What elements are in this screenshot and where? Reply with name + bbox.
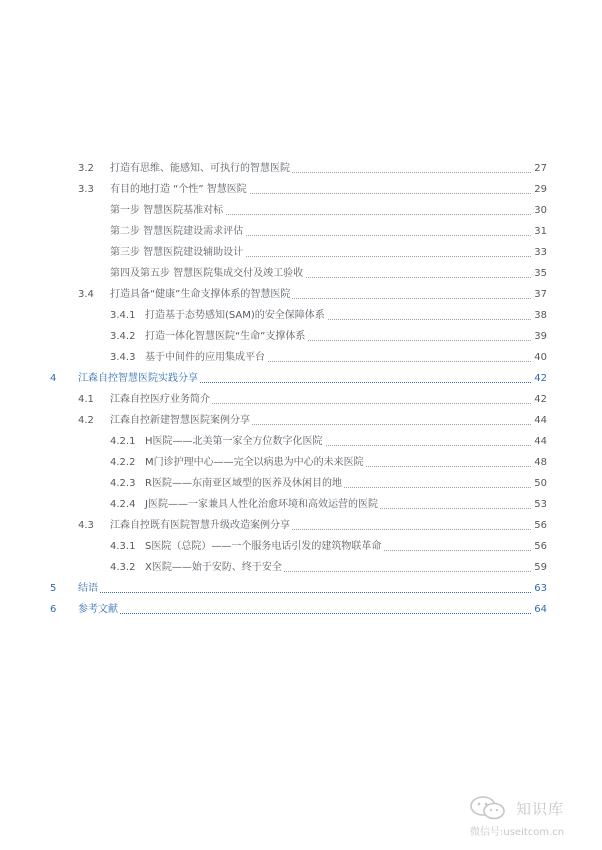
toc-entry-number: 4.2.3 [110,478,136,489]
toc-entry-title: 打造一体化智慧医院“生命”支撑体系 [145,327,307,347]
toc-entry[interactable] [0,453,602,473]
toc-entry-title: 第二步 智慧医院建设需求评估 [110,222,245,242]
toc-entry[interactable] [0,306,602,326]
toc-page-number: 50 [532,474,547,494]
toc-entry-number: 3.4 [78,289,94,300]
toc-entry-title: R医院——东南亚区域型的医养及休闲目的地 [145,474,344,494]
toc-entry[interactable] [0,579,602,599]
toc-entry-number: 3.4.2 [110,331,136,342]
toc-entry-number: 4 [50,373,57,384]
toc-entry-number: 4.1 [78,394,94,405]
toc-entry[interactable] [0,201,602,221]
watermark-name: 知识库 [516,800,565,818]
toc-entry-number: 4.2 [78,415,94,426]
toc-entry-title: 打造具备“健康”生命支撑体系的智慧医院 [110,285,292,305]
toc-entry-title: 打造基于态势感知(SAM)的安全保障体系 [145,306,327,326]
toc-entry[interactable] [0,537,602,557]
toc-entry-title: 有目的地打造 “个性” 智慧医院 [110,180,249,200]
toc-entry-number: 4.2.2 [110,457,136,468]
toc-entry-title: 江森自控新建智慧医院案例分享 [110,411,252,431]
toc-entry-number: 4.3.1 [110,541,136,552]
toc-entry-number: 3.4.1 [110,310,136,321]
toc-page-number: 44 [532,411,547,431]
toc-page-number: 42 [532,390,547,410]
toc-entry-title: 参考文献 [78,600,120,620]
toc-entry-number: 3.2 [78,163,94,174]
toc-entry[interactable] [0,222,602,242]
toc-entry[interactable] [0,558,602,578]
toc-entry-number: 4.3 [78,520,94,531]
toc-entry-title: 第一步 智慧医院基准对标 [110,201,225,221]
toc-entry-title: 第三步 智慧医院建设辅助设计 [110,243,245,263]
toc-entry[interactable] [0,180,602,200]
toc-page-number: 64 [532,600,547,620]
toc-entry-title: J医院——一家兼具人性化治愈环境和高效运营的医院 [145,495,380,515]
toc-entry-number: 3.4.3 [110,352,136,363]
toc-entry-title: 打造有思维、能感知、可执行的智慧医院 [110,159,292,179]
toc-page-number: 33 [532,243,547,263]
toc-entry[interactable] [0,390,602,410]
watermark-subtitle: 微信号:useitcom.cn [470,827,565,838]
toc-entry[interactable] [0,600,602,620]
toc-entry[interactable] [0,264,602,284]
toc-entry[interactable] [0,474,602,494]
toc-page-number: 56 [532,537,547,557]
toc-entry[interactable] [0,243,602,263]
wechat-icon [470,796,506,820]
toc-page-number: 40 [532,348,547,368]
toc-page-number: 35 [532,264,547,284]
toc-entry-title: 结语 [78,579,100,599]
toc-entry-number: 3.3 [78,184,94,195]
toc-entry[interactable] [0,369,602,389]
toc-page-number: 56 [532,516,547,536]
toc-page-number: 30 [532,201,547,221]
toc-entry[interactable] [0,348,602,368]
watermark [470,796,590,836]
toc-entry[interactable] [0,411,602,431]
toc-page-number: 38 [532,306,547,326]
toc-page-number: 53 [532,495,547,515]
toc-entry-title: 第四及第五步 智慧医院集成交付及竣工验收 [110,264,305,284]
toc-entry-number: 4.2.1 [110,436,136,447]
toc-page-number: 29 [532,180,547,200]
toc-leader-dots [78,613,533,614]
toc-entry-title: 江森自控智慧医院实践分享 [78,369,200,389]
toc-page-number: 37 [532,285,547,305]
toc-entry-title: M门诊护理中心——完全以病患为中心的未来医院 [145,453,366,473]
toc-entry-title: 江森自控医疗业务简介 [110,390,212,410]
toc-entry-title: S医院（总院）——一个服务电话引发的建筑物联革命 [145,537,383,557]
toc-entry[interactable] [0,516,602,536]
toc-entry[interactable] [0,327,602,347]
toc-page-number: 59 [532,558,547,578]
toc-page-number: 48 [532,453,547,473]
toc-entry-title: H医院——北美第一家全方位数字化医院 [145,432,325,452]
toc-entry[interactable] [0,495,602,515]
toc-entry[interactable] [0,285,602,305]
toc-entry-number: 4.2.4 [110,499,136,510]
toc-entry[interactable] [0,159,602,179]
toc-leader-dots [78,592,533,593]
toc-page-number: 63 [532,579,547,599]
toc-entry[interactable] [0,432,602,452]
toc-entry-number: 6 [50,604,57,615]
toc-entry-title: 基于中间件的应用集成平台 [145,348,267,368]
toc-entry-number: 5 [50,583,57,594]
toc-page-number: 39 [532,327,547,347]
toc-entry-title: X医院——始于安防、终于安全 [145,558,284,578]
toc-page-number: 27 [532,159,547,179]
toc-entry-title: 江森自控既有医院智慧升级改造案例分享 [110,516,292,536]
toc-entry-number: 4.3.2 [110,562,136,573]
toc-page-number: 31 [532,222,547,242]
toc-page-number: 44 [532,432,547,452]
toc-page-number: 42 [532,369,547,389]
